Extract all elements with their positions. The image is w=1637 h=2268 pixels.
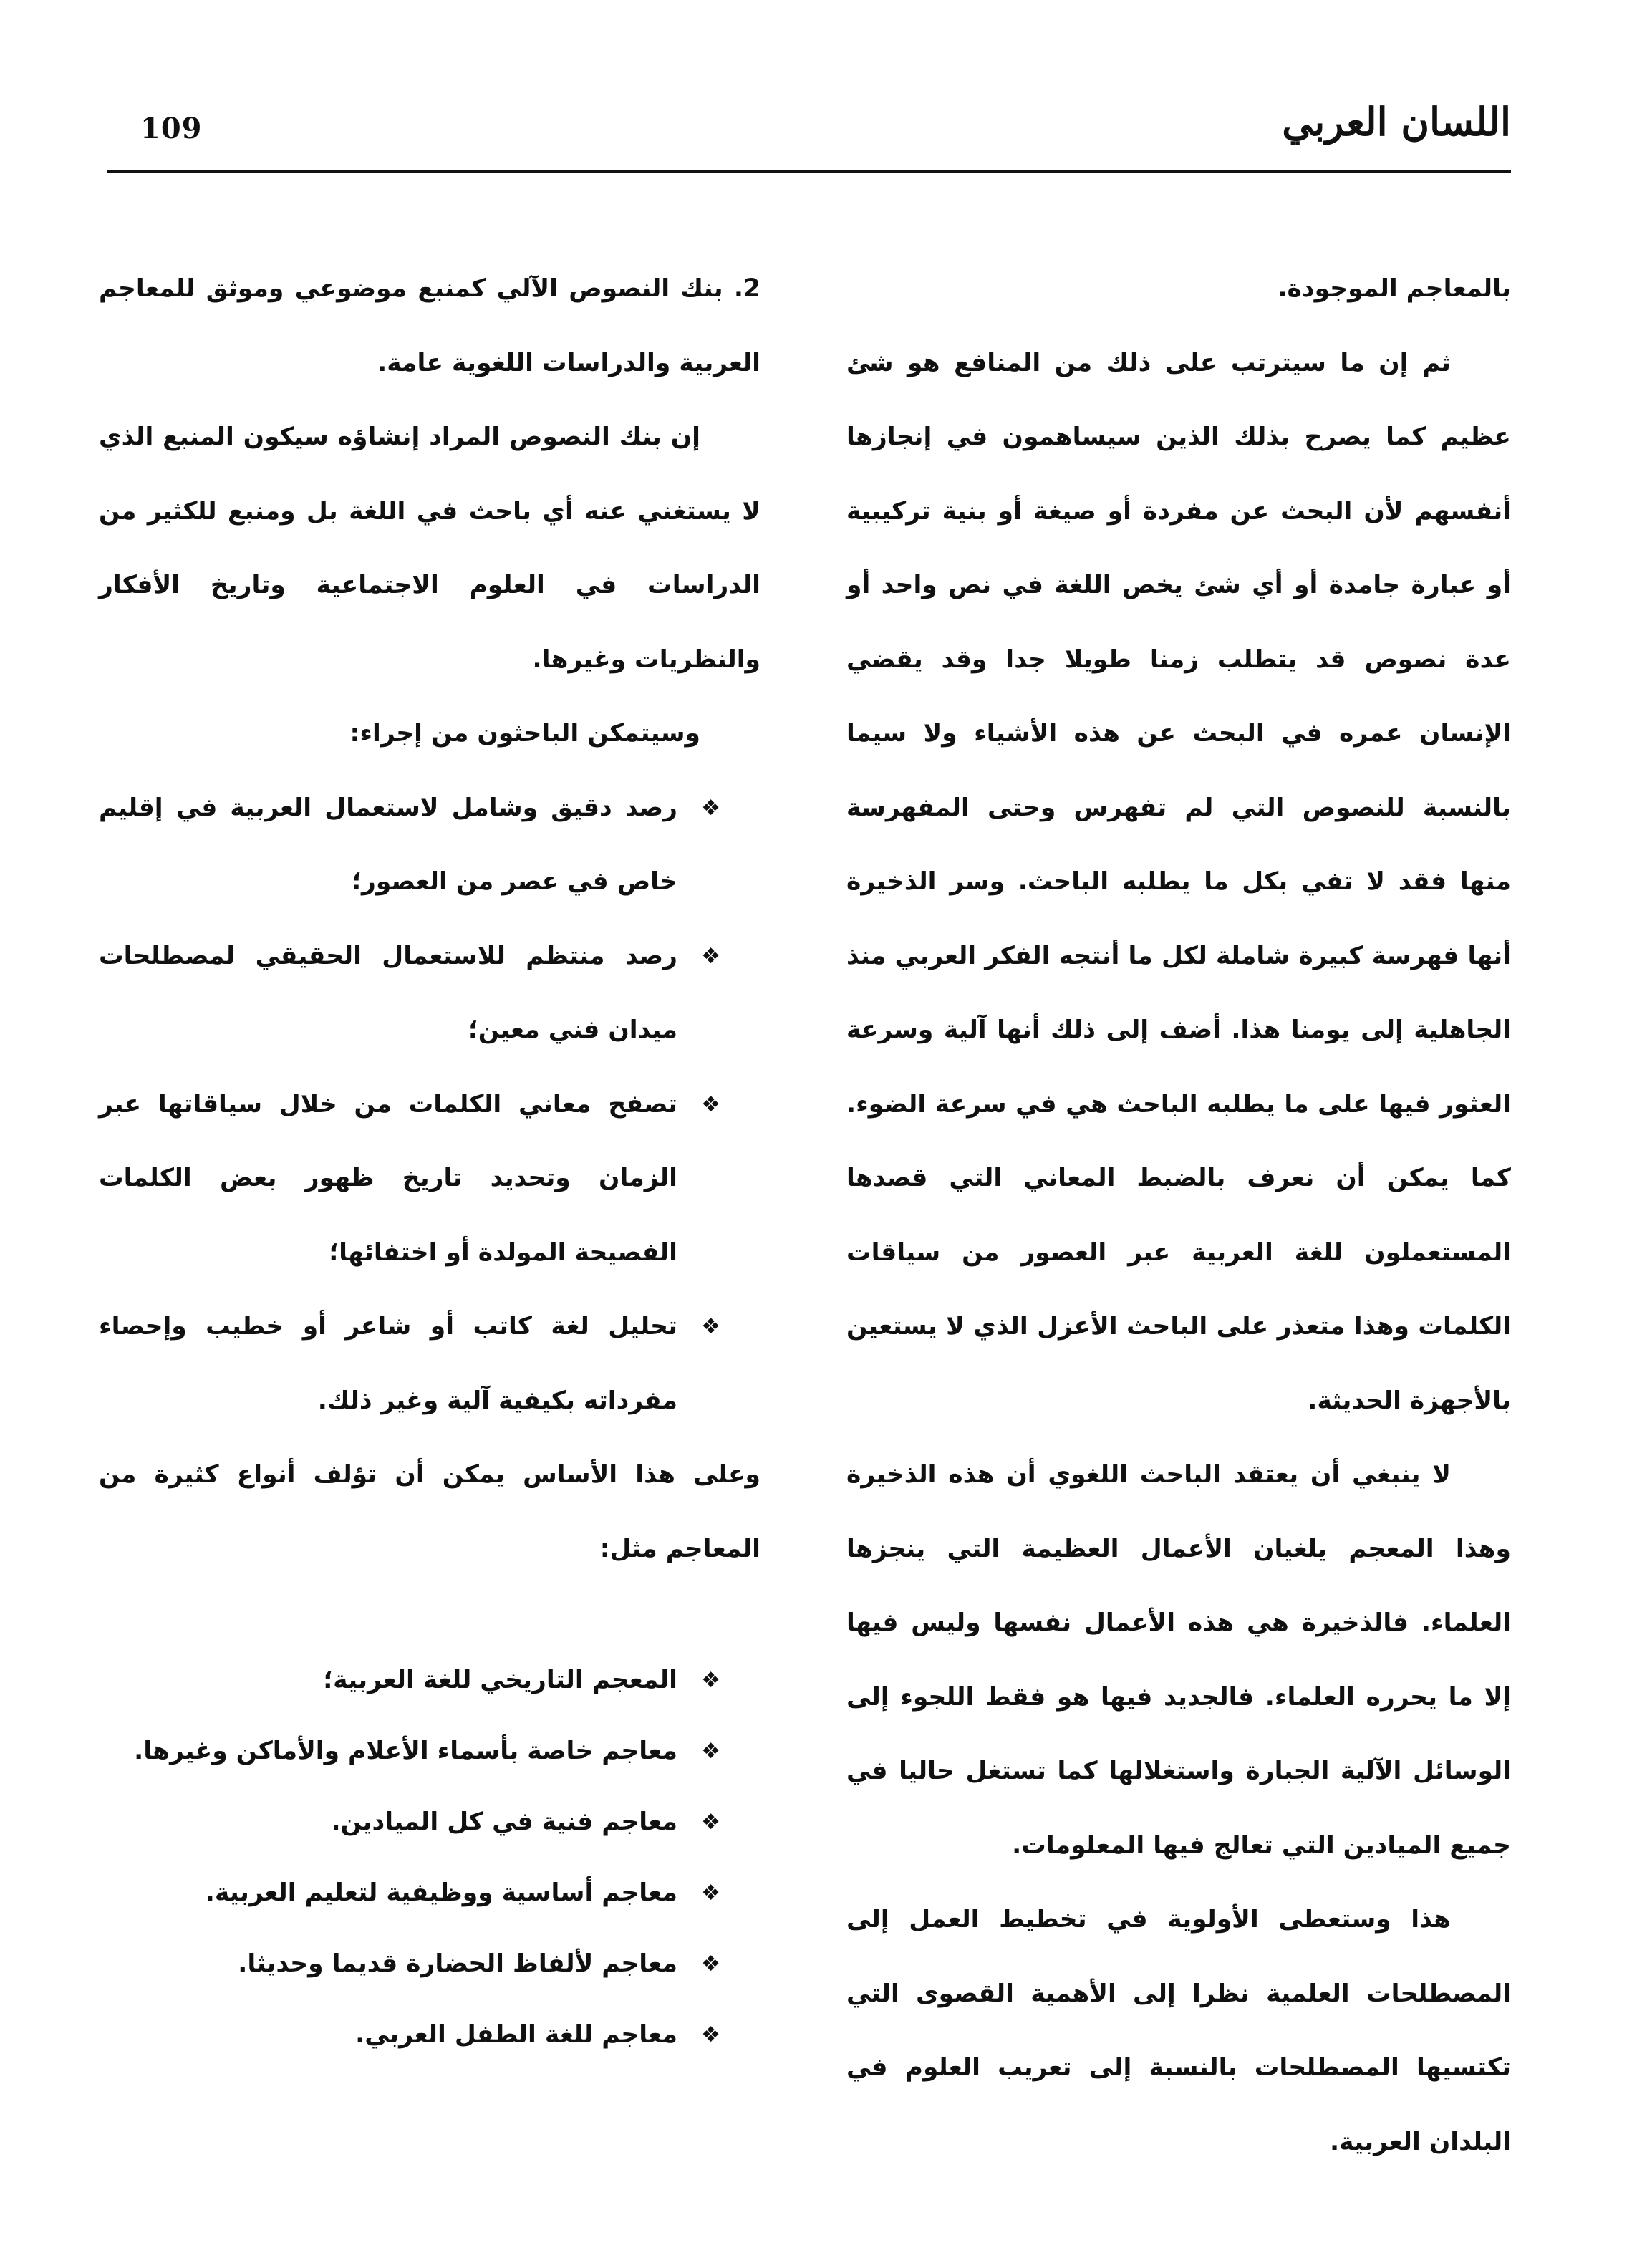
right-column <box>846 252 1511 2179</box>
research-bullet-list <box>99 771 760 1439</box>
list-item-text: معاجم أساسية ووظيفية لتعليم العربية. <box>205 1878 677 1907</box>
list-item <box>99 1999 760 2070</box>
header-divider <box>107 170 1511 173</box>
list-item-text: رصد منتظم للاستعمال الحقيقي لمصطلحات ميدان فني معين؛ <box>99 941 677 1044</box>
section-heading: 2. بنك النصوص الآلي كمنبع موضوعي وموثق للمعاجم العربية والدراسات اللغوية عامة. <box>99 274 760 377</box>
list-item-text: معاجم خاصة بأسماء الأعلام والأماكن وغيرها. <box>134 1737 677 1765</box>
list-item-text: رصد دقيق وشامل لاستعمال العربية في إقليم خاص في عصر من العصور؛ <box>99 793 677 896</box>
list-item <box>99 1787 760 1858</box>
list-item-text: معاجم فنية في كل الميادين. <box>331 1808 677 1836</box>
paragraph-benefits: ثم إن ما سيترتب على ذلك من المنافع هو شئ عظيم كما يصرح بذلك الذين سيساهمون في إنجازها أنفسهم لأن البحث عن مفردة أو صيغة أو بنية تركيبية أو عبارة جامدة أو أي شئ يخص اللغة في نص واحد أو عدة نصوص قد يتطلب زمنا طويلا جدا وقد يقضي الإنسان عمره في البحث عن هذه الأشياء ولا سيما بالنسبة للنصوص التي لم تفهرس وحتى المفهرسة منها فقد لا تفي بكل ما يطلبه الباحث. وسر الذخيرة أنها فهرسة كبيرة شاملة لكل ما أنتجه الفكر العربي منذ الجاهلية إلى يومنا هذا. أضف إلى ذلك أنها آلية وسرعة العثور فيها على ما يطلبه الباحث هي في سرعة الضوء. كما يمكن أن نعرف بالضبط المعاني التي قصدها المستعملون للغة العربية عبر العصور من سياقات الكلمات وهذا متعذر على الباحث الأعزل الذي لا يستعين بالأجهزة الحديثة. <box>846 348 1511 1415</box>
list-item <box>99 1929 760 1999</box>
list-item <box>99 1716 760 1787</box>
list-item <box>99 771 760 920</box>
paragraph-continuation: بالمعاجم الموجودة. <box>1278 274 1511 303</box>
list-item-text: معاجم لألفاظ الحضارة قديما وحديثا. <box>238 1949 677 1978</box>
page-number: 109 <box>140 112 203 145</box>
diamond-bullet-icon: ❖ <box>701 1668 720 1693</box>
list-item <box>99 1068 760 1290</box>
list-item <box>99 1858 760 1929</box>
diamond-bullet-icon: ❖ <box>701 1091 720 1117</box>
spacer <box>99 1586 760 1645</box>
paragraph-researchers-note: لا ينبغي أن يعتقد الباحث اللغوي أن هذه الذخيرة وهذا المعجم يلغيان الأعمال العظيمة التي ينجزها العلماء. فالذخيرة هي هذه الأعمال نفسها وليس فيها إلا ما يحرره العلماء. فالجديد فيها هو فقط اللجوء إلى الوسائل الآلية الجبارة واستغلالها كما تستغل حاليا في جميع الميادين التي تعالج فيها المعلومات. <box>846 1460 1511 1860</box>
paragraph-priority: هذا وستعطى الأولوية في تخطيط العمل إلى المصطلحات العلمية نظرا إلى الأهمية القصوى التي تكتسيها المصطلحات بالنسبة إلى تعريب العلوم في البلدان العربية. <box>846 1905 1511 2156</box>
diamond-bullet-icon: ❖ <box>701 2022 720 2047</box>
journal-title-logo: اللسان العربي <box>1282 99 1511 145</box>
list-item-text: تصفح معاني الكلمات من خلال سياقاتها عبر الزمان وتحديد تاريخ ظهور بعض الكلمات الفصيحة المولدة أو اختفائها؛ <box>99 1089 677 1267</box>
diamond-bullet-icon: ❖ <box>701 943 720 969</box>
list-item-text: المعجم التاريخي للغة العربية؛ <box>323 1666 677 1694</box>
list-item <box>99 920 760 1068</box>
list-item <box>99 1645 760 1716</box>
diamond-bullet-icon: ❖ <box>701 1810 720 1835</box>
list-item-text: معاجم للغة الطفل العربي. <box>355 2020 677 2049</box>
paragraph-researchers-intro: وسيتمكن الباحثون من إجراء: <box>349 719 700 748</box>
diamond-bullet-icon: ❖ <box>701 1881 720 1906</box>
left-column <box>99 252 760 2070</box>
paragraph-text-bank: إن بنك النصوص المراد إنشاؤه سيكون المنبع الذي لا يستغني عنه أي باحث في اللغة بل ومنبع للكثير من الدراسات في العلوم الاجتماعية وتاريخ الأفكار والنظريات وغيرها. <box>99 423 760 674</box>
diamond-bullet-icon: ❖ <box>701 795 720 821</box>
dictionary-bullet-list <box>99 1645 760 2070</box>
diamond-bullet-icon: ❖ <box>701 1951 720 1977</box>
diamond-bullet-icon: ❖ <box>701 1314 720 1339</box>
paragraph-dictionaries-intro: وعلى هذا الأساس يمكن أن تؤلف أنواع كثيرة من المعاجم مثل: <box>99 1460 760 1563</box>
list-item <box>99 1290 760 1438</box>
list-item-text: تحليل لغة كاتب أو شاعر أو خطيب وإحصاء مفرداته بكيفية آلية وغير ذلك. <box>99 1312 677 1415</box>
diamond-bullet-icon: ❖ <box>701 1739 720 1764</box>
